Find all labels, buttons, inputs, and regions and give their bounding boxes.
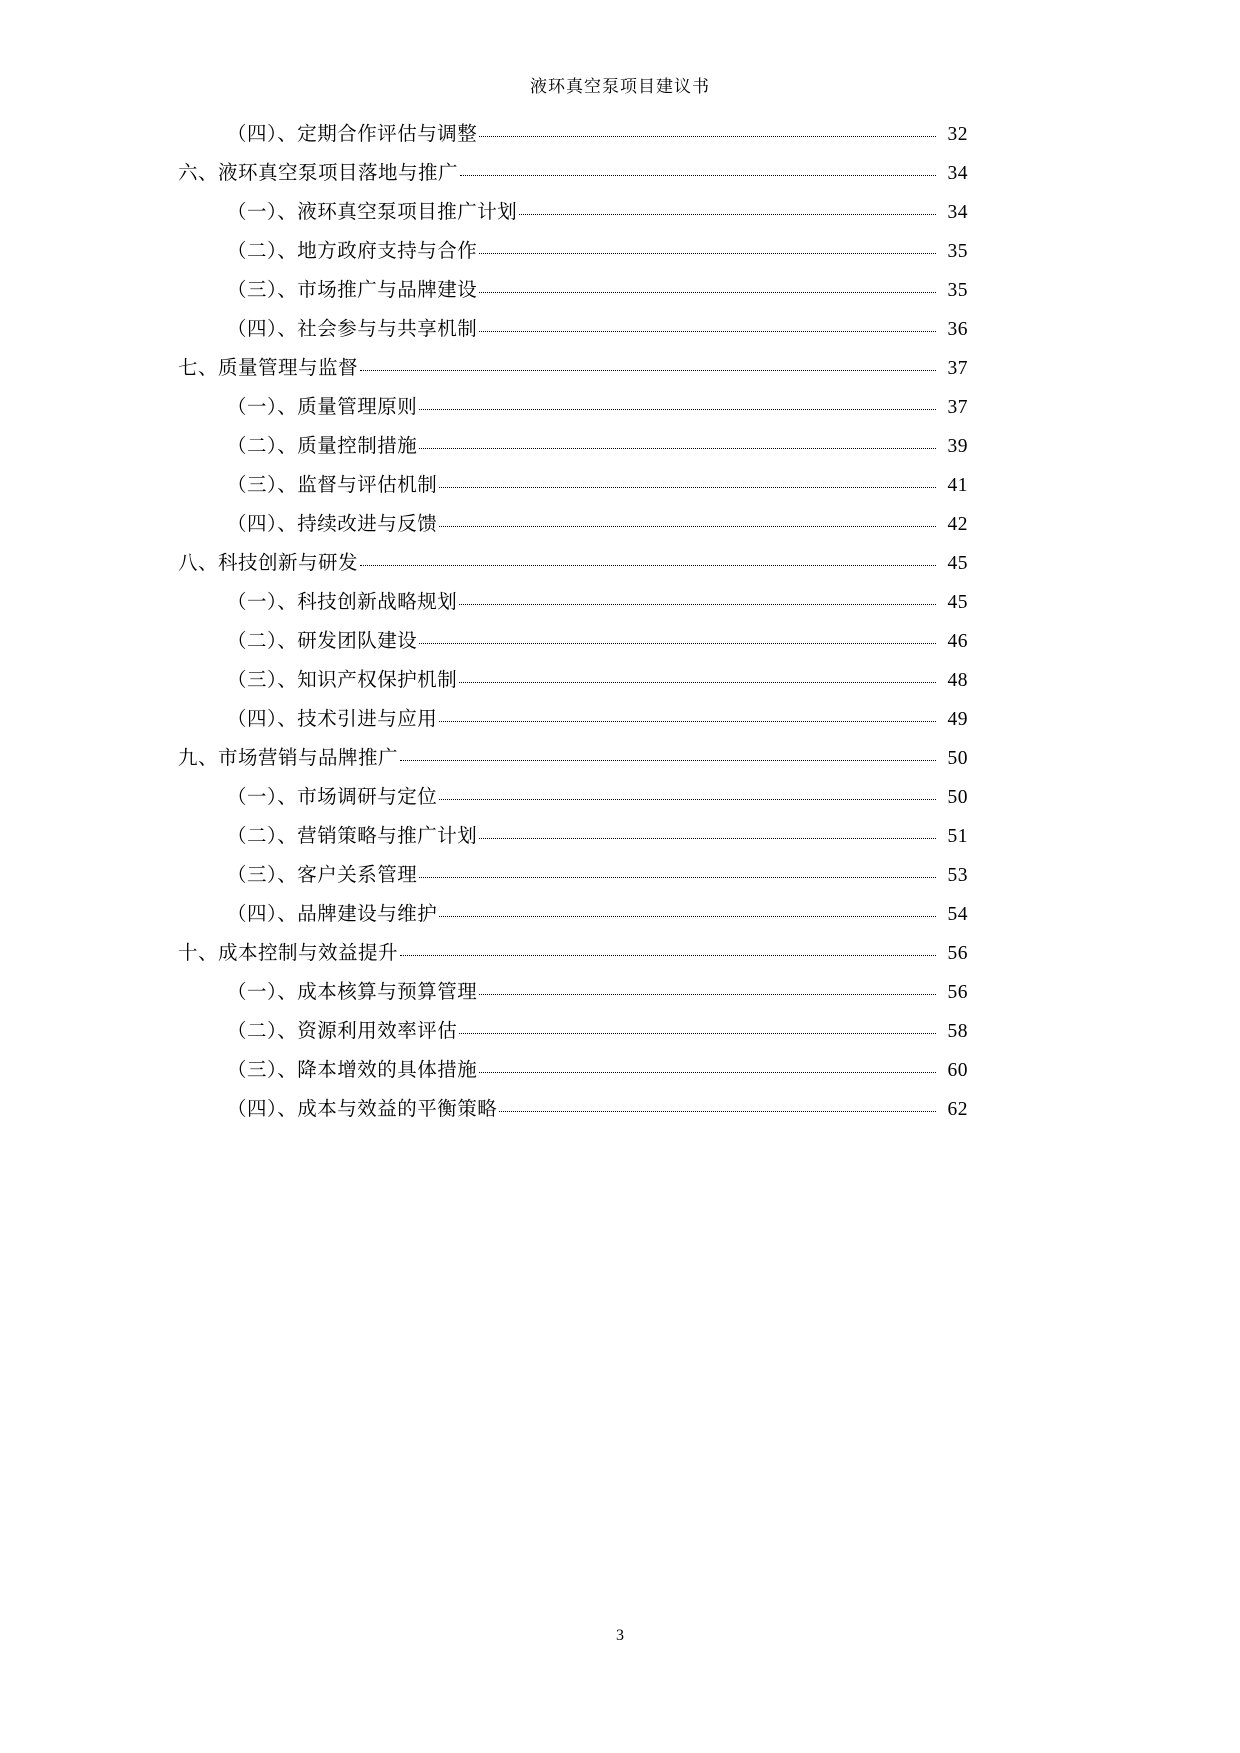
toc-entry-label: （一）、液环真空泵项目推广计划 — [227, 202, 518, 223]
page-number-footer: 3 — [616, 1627, 624, 1644]
toc-entry[interactable] — [178, 671, 968, 710]
toc-entry-page: 36 — [947, 319, 968, 340]
toc-entry-label: （三）、客户关系管理 — [227, 865, 418, 886]
toc-leader-dots — [459, 592, 936, 605]
toc-entry-label: 八、科技创新与研发 — [178, 553, 359, 574]
toc-entry[interactable] — [178, 359, 968, 398]
toc-entry[interactable] — [178, 203, 968, 242]
toc-entry[interactable] — [178, 1100, 968, 1139]
toc-entry-page: 45 — [947, 592, 968, 613]
toc-entry-page: 37 — [947, 358, 968, 379]
toc-entry-page: 46 — [947, 631, 968, 652]
toc-entry-page: 42 — [947, 514, 968, 535]
toc-entry[interactable] — [178, 827, 968, 866]
toc-leader-dots — [439, 709, 936, 722]
toc-entry-page: 41 — [947, 475, 968, 496]
toc-entry-label: （三）、知识产权保护机制 — [227, 670, 458, 691]
toc-entry-page: 54 — [947, 904, 968, 925]
toc-entry-label: 九、市场营销与品牌推广 — [178, 748, 399, 769]
toc-entry-page: 60 — [947, 1060, 968, 1081]
toc-leader-dots — [419, 436, 936, 449]
toc-entry-label: （二）、营销策略与推广计划 — [227, 826, 478, 847]
toc-entry[interactable] — [178, 242, 968, 281]
toc-leader-dots — [400, 943, 936, 956]
toc-entry-label: 七、质量管理与监督 — [178, 358, 359, 379]
toc-entry[interactable] — [178, 710, 968, 749]
toc-entry[interactable] — [178, 554, 968, 593]
toc-entry-label: （三）、监督与评估机制 — [227, 475, 438, 496]
toc-entry[interactable] — [178, 1022, 968, 1061]
toc-leader-dots — [519, 202, 936, 215]
toc-leader-dots — [459, 670, 936, 683]
toc-entry[interactable] — [178, 593, 968, 632]
toc-entry[interactable] — [178, 632, 968, 671]
toc-entry[interactable] — [178, 125, 968, 164]
toc-entry-label: （三）、降本增效的具体措施 — [227, 1060, 478, 1081]
toc-entry[interactable] — [178, 788, 968, 827]
toc-entry-label: 六、液环真空泵项目落地与推广 — [178, 163, 459, 184]
toc-entry-page: 56 — [947, 943, 968, 964]
toc-entry-page: 39 — [947, 436, 968, 457]
toc-entry-page: 56 — [947, 982, 968, 1003]
toc-leader-dots — [419, 631, 936, 644]
toc-entry[interactable] — [178, 398, 968, 437]
toc-entry-page: 49 — [947, 709, 968, 730]
toc-leader-dots — [439, 475, 936, 488]
toc-entry-label: （一）、质量管理原则 — [227, 397, 418, 418]
toc-leader-dots — [419, 397, 936, 410]
toc-entry-label: （二）、研发团队建设 — [227, 631, 418, 652]
toc-entry-page: 50 — [947, 748, 968, 769]
toc-entry[interactable] — [178, 320, 968, 359]
toc-entry-page: 34 — [947, 202, 968, 223]
toc-entry[interactable] — [178, 1061, 968, 1100]
toc-entry-page: 35 — [947, 241, 968, 262]
toc-entry-label: （三）、市场推广与品牌建设 — [227, 280, 478, 301]
toc-leader-dots — [439, 787, 936, 800]
toc-entry-label: （二）、资源利用效率评估 — [227, 1021, 458, 1042]
toc-leader-dots — [479, 982, 936, 995]
toc-entry-label: （四）、品牌建设与维护 — [227, 904, 438, 925]
toc-entry-label: （四）、成本与效益的平衡策略 — [227, 1099, 498, 1120]
toc-entry-label: （四）、定期合作评估与调整 — [227, 124, 478, 145]
toc-entry[interactable] — [178, 749, 968, 788]
toc-leader-dots — [459, 1021, 936, 1034]
toc-entry-page: 53 — [947, 865, 968, 886]
toc-leader-dots — [479, 124, 936, 137]
toc-leader-dots — [460, 163, 936, 176]
table-of-contents — [178, 125, 968, 1139]
toc-entry-page: 34 — [947, 163, 968, 184]
toc-entry-label: （一）、市场调研与定位 — [227, 787, 438, 808]
toc-leader-dots — [360, 358, 936, 371]
toc-entry[interactable] — [178, 515, 968, 554]
toc-entry[interactable] — [178, 944, 968, 983]
toc-entry-page: 45 — [947, 553, 968, 574]
toc-entry-page: 32 — [947, 124, 968, 145]
toc-entry-label: 十、成本控制与效益提升 — [178, 943, 399, 964]
toc-leader-dots — [479, 1060, 936, 1073]
toc-entry-label: （二）、地方政府支持与合作 — [227, 241, 478, 262]
toc-entry-label: （一）、成本核算与预算管理 — [227, 982, 478, 1003]
toc-entry-page: 51 — [947, 826, 968, 847]
toc-leader-dots — [479, 319, 936, 332]
toc-entry-page: 62 — [947, 1099, 968, 1120]
toc-entry[interactable] — [178, 905, 968, 944]
toc-entry[interactable] — [178, 164, 968, 203]
toc-entry[interactable] — [178, 983, 968, 1022]
toc-entry-page: 35 — [947, 280, 968, 301]
toc-entry-label: （四）、技术引进与应用 — [227, 709, 438, 730]
toc-leader-dots — [439, 904, 936, 917]
toc-leader-dots — [439, 514, 936, 527]
toc-entry-label: （二）、质量控制措施 — [227, 436, 418, 457]
toc-leader-dots — [499, 1099, 936, 1112]
page-header: 液环真空泵项目建议书 — [530, 77, 710, 96]
toc-entry[interactable] — [178, 476, 968, 515]
toc-leader-dots — [479, 826, 936, 839]
toc-entry-page: 37 — [947, 397, 968, 418]
toc-entry-label: （四）、持续改进与反馈 — [227, 514, 438, 535]
toc-entry[interactable] — [178, 281, 968, 320]
toc-leader-dots — [479, 241, 936, 254]
toc-entry-page: 58 — [947, 1021, 968, 1042]
toc-entry-page: 50 — [947, 787, 968, 808]
toc-entry-label: （一）、科技创新战略规划 — [227, 592, 458, 613]
toc-entry-page: 48 — [947, 670, 968, 691]
toc-leader-dots — [419, 865, 936, 878]
toc-leader-dots — [400, 748, 936, 761]
toc-entry[interactable] — [178, 437, 968, 476]
toc-entry-label: （四）、社会参与与共享机制 — [227, 319, 478, 340]
toc-entry[interactable] — [178, 866, 968, 905]
toc-leader-dots — [479, 280, 936, 293]
toc-leader-dots — [360, 553, 936, 566]
